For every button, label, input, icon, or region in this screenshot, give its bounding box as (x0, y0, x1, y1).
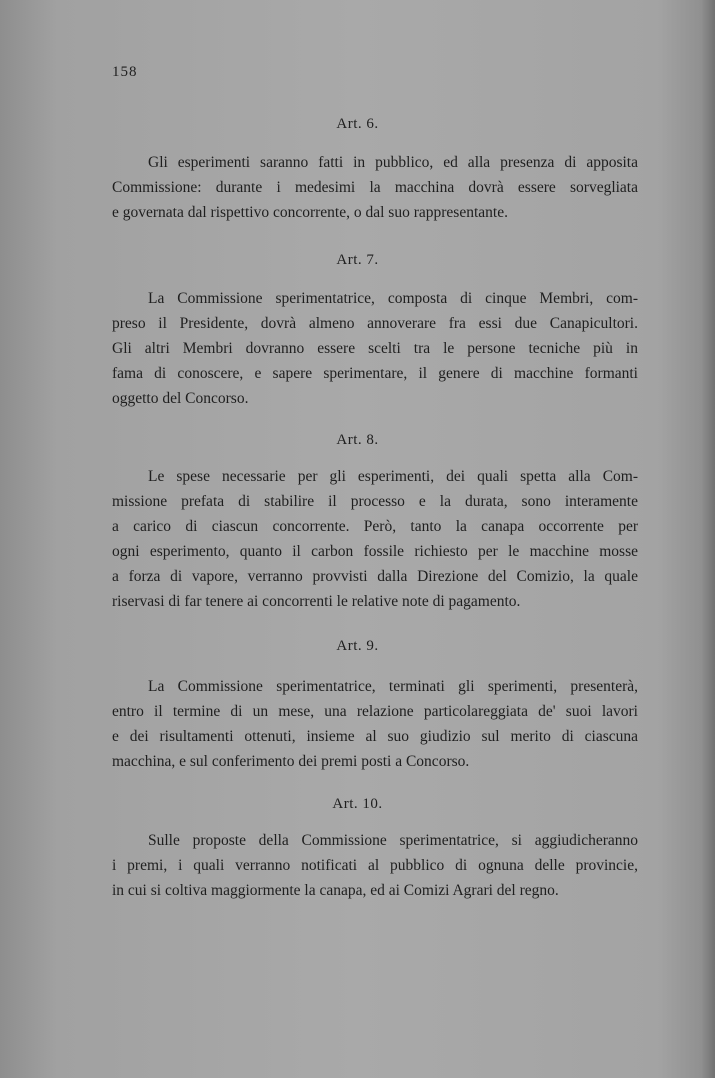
page-number: 158 (112, 64, 138, 80)
article-line: La Commissione sperimentatrice, terminati gli sperimenti, presenterà, (148, 678, 638, 695)
article-line: ogni esperimento, quanto il carbon fossile richiesto per le macchine mosse (112, 543, 638, 560)
article-line: i premi, i quali verranno notificati al pubblico di ognuna delle provincie, (112, 857, 638, 874)
article-9-heading: Art. 9. (336, 638, 379, 654)
article-line: preso il Presidente, dovrà almeno annoverare fra essi due Canapicultori. (112, 315, 638, 332)
article-8-body (112, 464, 638, 614)
article-line: missione prefata di stabilire il processo e la durata, sono interamente (112, 493, 638, 510)
article-line: macchina, e sul conferimento dei premi posti a Concorso. (112, 753, 470, 770)
article-line: Gli esperimenti saranno fatti in pubblico, ed alla presenza di apposita (148, 154, 638, 171)
article-line: e governata dal rispettivo concorrente, o dal suo rappresentante. (112, 204, 508, 221)
article-line: riservasi di far tenere ai concorrenti le relative note di pagamento. (112, 593, 521, 610)
article-line: oggetto del Concorso. (112, 390, 249, 407)
article-line: Gli altri Membri dovranno essere scelti tra le persone tecniche più in (112, 340, 638, 357)
page-edge-shadow (701, 0, 715, 1078)
article-line: entro il termine di un mese, una relazione particolareggiata de' suoi lavori (112, 703, 638, 720)
article-line: e dei risultamenti ottenuti, insieme al suo giudizio sul merito di ciascuna (112, 728, 638, 745)
article-line: fama di conoscere, e sapere sperimentare, il genere di macchine formanti (112, 365, 638, 382)
article-line: in cui si coltiva maggiormente la canapa, ed ai Comizi Agrari del regno. (112, 882, 559, 899)
article-10-body (112, 828, 638, 903)
article-9-body (112, 674, 638, 774)
article-line: Commissione: durante i medesimi la macchina dovrà essere sorvegliata (112, 179, 638, 196)
article-8-heading: Art. 8. (336, 432, 379, 448)
article-line: Le spese necessarie per gli esperimenti, dei quali spetta alla Com- (148, 468, 638, 485)
article-line: La Commissione sperimentatrice, composta di cinque Membri, com- (148, 290, 638, 307)
article-6-body (112, 150, 638, 225)
article-line: Sulle proposte della Commissione sperimentatrice, si aggiudicheranno (148, 832, 638, 849)
article-7-body (112, 286, 638, 411)
article-10-heading: Art. 10. (332, 796, 383, 812)
article-line: a carico di ciascun concorrente. Però, tanto la canapa occorrente per (112, 518, 638, 535)
article-7-heading: Art. 7. (336, 252, 379, 268)
article-line: a forza di vapore, verranno provvisti dalla Direzione del Comizio, la quale (112, 568, 638, 585)
article-6-heading: Art. 6. (336, 116, 379, 132)
